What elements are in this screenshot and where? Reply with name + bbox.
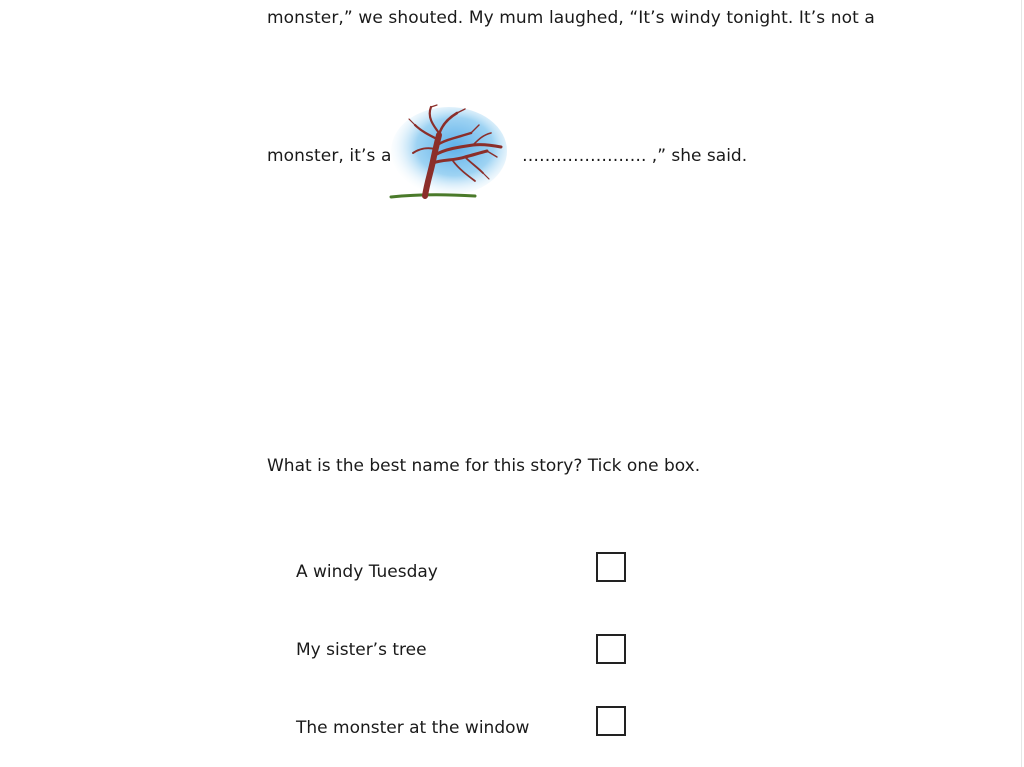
tick-box-my-sisters-tree[interactable] bbox=[596, 634, 626, 664]
story-line-1: monster,” we shouted. My mum laughed, “It’s windy tonight. It’s not a bbox=[267, 8, 875, 28]
answer-blank: …………………. ,” she said. bbox=[522, 146, 748, 166]
tick-box-a-windy-tuesday[interactable] bbox=[596, 552, 626, 582]
question-text: What is the best name for this story? Tick one box. bbox=[267, 456, 701, 476]
tick-box-the-monster-at-the-window[interactable] bbox=[596, 706, 626, 736]
page-edge-divider bbox=[1021, 0, 1022, 767]
story-line-2-start: monster, it’s a bbox=[267, 146, 392, 166]
windy-tree-icon bbox=[387, 103, 509, 203]
story-line-2 bbox=[267, 146, 391, 166]
option-label: My sister’s tree bbox=[296, 640, 427, 660]
option-label: The monster at the window bbox=[296, 718, 530, 738]
option-label: A windy Tuesday bbox=[296, 562, 438, 582]
